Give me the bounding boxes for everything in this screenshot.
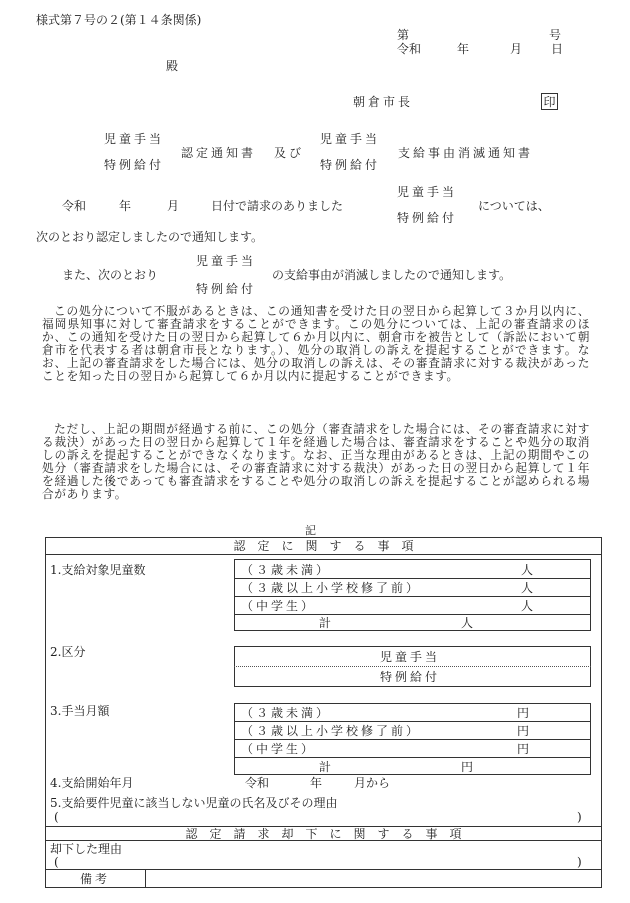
item4-year: 年 [310, 776, 323, 790]
extinction-special: 特例給付 [196, 282, 257, 296]
section2-heading: 認 定 請 求 却 下 に 関 す る 事 項 [185, 827, 462, 841]
item3-row-divider [234, 757, 591, 758]
date-year: 年 [457, 42, 470, 56]
title-special-1: 特例給付 [104, 158, 165, 172]
title-and: 及び [274, 146, 305, 160]
item2-divider [234, 666, 591, 667]
request-era: 令和 [62, 199, 87, 213]
item4-month: 月から [354, 776, 391, 790]
item1-total-unit: 人 [461, 616, 474, 630]
doc-number-suffix: 号 [549, 28, 562, 42]
doc-number-prefix: 第 [397, 28, 410, 42]
extinction-suffix: の支給事由が消滅しましたので通知します。 [272, 268, 512, 282]
request-year: 年 [119, 199, 132, 213]
item2-label: 2.区分 [50, 645, 86, 659]
title-notice-1: 認定通知書 [181, 146, 257, 160]
item1-row-label: （３歳未満） [241, 563, 332, 577]
item3-row-divider [234, 739, 591, 740]
item1-row-unit: 人 [521, 581, 534, 595]
item3-label: 3.手当月額 [50, 704, 110, 718]
item3-row-label: （３歳以上小学校修了前） [241, 724, 422, 738]
item1-row-label: （中学生） [241, 599, 317, 613]
remarks-row [45, 869, 602, 888]
date-day: 日 [551, 42, 564, 56]
title-notice-2: 支給事由消滅通知書 [398, 146, 534, 160]
item5-paren-close: ) [577, 810, 582, 824]
item3-row-label: （３歳未満） [241, 706, 332, 720]
item4-label: 4.支給開始年月 [50, 776, 134, 790]
rejection-reason-label: 却下した理由 [50, 842, 123, 856]
request-line-2: 次のとおり認定しましたので通知します。 [36, 230, 264, 244]
title-allowance-2: 児童手当 [320, 132, 381, 146]
extinction-prefix: また、次のとおり [62, 268, 159, 282]
item4-era: 令和 [245, 776, 270, 790]
item3-row-label: （中学生） [241, 742, 317, 756]
item3-row-unit: 円 [517, 706, 530, 720]
rejection-paren-close: ) [577, 855, 582, 869]
item1-row-divider [234, 578, 591, 579]
item3-row-unit: 円 [517, 724, 530, 738]
title-special-2: 特例給付 [320, 158, 381, 172]
remarks-label: 備考 [80, 872, 111, 886]
item3-total-label: 計 [319, 760, 332, 774]
date-era: 令和 [397, 42, 422, 56]
appeal-paragraph-1: この処分について不服があるときは、この通知書を受けた日の翌日から起算して３か月以内に、福岡県知事に対して審査請求をすることができます。この処分については、上記の審査請求のほか、この通知を受けた日の翌日から起算して６か月以内に、朝倉市を被告として（訴訟において朝倉市を代表する者は朝倉市長となります。）、処分の取消しの訴えを提起することができます。なお、上記の審査請求をした場合には、処分の取消しの訴えは、その審査請求に対する裁決があったことを知った日の翌日から起算して６か月以内に提起することができます。 [42, 304, 590, 384]
item2-option-allowance: 児童手当 [380, 650, 441, 664]
section1-heading-divider [45, 554, 602, 555]
item2-option-special: 特例給付 [380, 670, 441, 684]
item1-row-unit: 人 [521, 599, 534, 613]
addressee-honorific: 殿 [166, 59, 179, 73]
item1-row-divider [234, 614, 591, 615]
extinction-allowance: 児童手当 [196, 254, 257, 268]
issuer-name: 朝倉市長 [353, 95, 414, 109]
rejection-paren-open: ( [54, 855, 59, 869]
record-mark: 記 [305, 524, 316, 537]
item1-row-unit: 人 [521, 563, 534, 577]
request-text: 日付で請求のありました [211, 199, 344, 213]
item3-total-unit: 円 [461, 760, 474, 774]
date-month: 月 [510, 42, 523, 56]
item5-paren-open: ( [54, 810, 59, 824]
request-suffix: については、 [478, 199, 550, 213]
item1-label: 1.支給対象児童数 [50, 563, 146, 577]
title-allowance-1: 児童手当 [104, 132, 165, 146]
item3-row-unit: 円 [517, 742, 530, 756]
request-month: 月 [167, 199, 180, 213]
item1-row-divider [234, 596, 591, 597]
section1-heading: 認 定 に 関 す る 事 項 [233, 539, 414, 553]
item1-total-label: 計 [319, 616, 332, 630]
item5-label: 5.支給要件児童に該当しない児童の氏名及びその理由 [50, 796, 338, 810]
request-allowance: 児童手当 [397, 185, 458, 199]
item1-row-label: （３歳以上小学校修了前） [241, 581, 422, 595]
item3-row-divider [234, 721, 591, 722]
appeal-paragraph-2: ただし、上記の期間が経過する前に、この処分（審査請求をした場合には、その審査請求に対する裁決）があった日の翌日から起算して１年を経過した場合は、審査請求をすることや処分の取消しの訴えを提起することができなくなります。なお、正当な理由があるときは、上記の期間やこの処分（審査請求をした場合には、その審査請求に対する裁決）があった日の翌日から起算して１年を経過した後であっても審査請求をすることや処分の取消しの訴えを提起することが認められる場合があります。 [42, 422, 590, 502]
remarks-divider [145, 869, 146, 888]
seal-mark: 印 [541, 93, 558, 110]
form-number: 様式第７号の２(第１４条関係) [36, 13, 202, 27]
request-special: 特例給付 [397, 211, 458, 225]
